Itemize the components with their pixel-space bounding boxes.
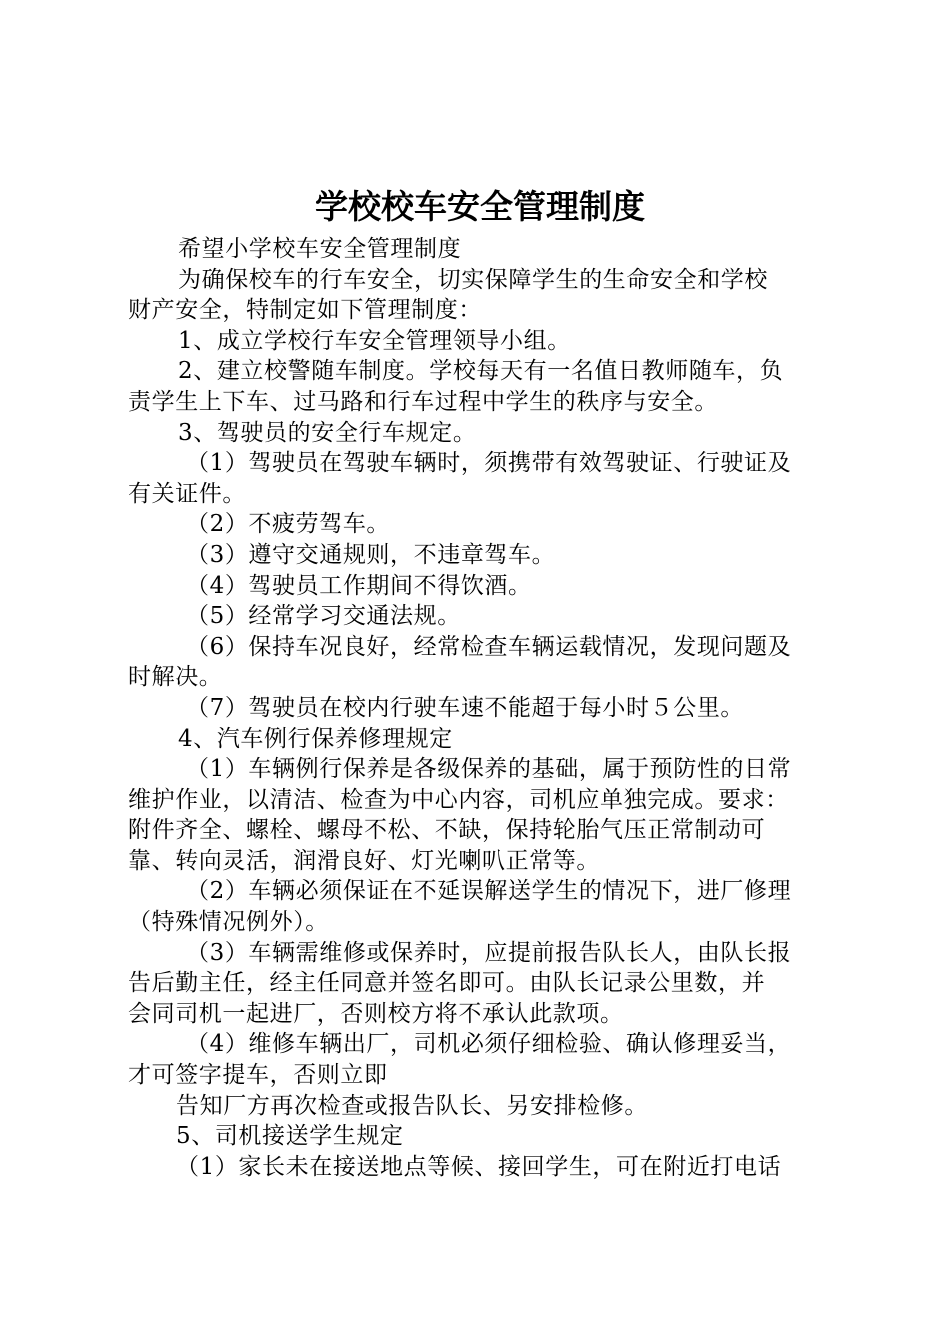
paragraph-line: 1、成立学校行车安全管理领导小组。 — [178, 327, 571, 354]
paragraph-line: （2）车辆必须保证在不延误解送学生的情况下，进厂修理 — [186, 878, 792, 905]
paragraph-line: 告知厂方再次检查或报告队长、另安排检修。 — [176, 1092, 648, 1119]
paragraph-line: （1）车辆例行保养是各级保养的基础，属于预防性的日常 — [186, 756, 792, 783]
paragraph-line: （5）经常学习交通法规。 — [186, 603, 461, 630]
paragraph-line: （4）维修车辆出厂，司机必须仔细检验、确认修理妥当， — [186, 1031, 792, 1058]
paragraph-line: 才可签字提车，否则立即 — [128, 1062, 388, 1089]
paragraph-line: 靠、转向灵活，润滑良好、灯光喇叭正常等。 — [128, 847, 600, 874]
paragraph-line: （特殊情况例外）。 — [128, 909, 329, 936]
paragraph-line: 2、建立校警随车制度。学校每天有一名值日教师随车，负 — [178, 358, 784, 385]
paragraph-line: 为确保校车的行车安全，切实保障学生的生命安全和学校 — [178, 266, 768, 293]
paragraph-line: （6）保持车况良好，经常检查车辆运载情况，发现问题及 — [186, 633, 792, 660]
paragraph-line: （7）驾驶员在校内行驶车速不能超于每小时５公里。 — [186, 694, 745, 721]
paragraph-line: （4）驾驶员工作期间不得饮酒。 — [186, 572, 532, 599]
paragraph-line: （1）家长未在接送地点等候、接回学生，可在附近打电话 — [176, 1153, 782, 1180]
paragraph-line: （1）驾驶员在驾驶车辆时，须携带有效驾驶证、行驶证及 — [186, 450, 792, 477]
paragraph-line: 时解决。 — [128, 664, 223, 691]
paragraph-line: 会同司机一起进厂，否则校方将不承认此款项。 — [128, 1000, 624, 1027]
paragraph-line: 有关证件。 — [128, 480, 246, 507]
paragraph-line: （3）遵守交通规则，不违章驾车。 — [186, 541, 556, 568]
paragraph-line: （3）车辆需维修或保养时，应提前报告队长人，由队长报 — [186, 939, 792, 966]
paragraph-line: 3、驾驶员的安全行车规定。 — [178, 419, 477, 446]
paragraph-line: 4、汽车例行保养修理规定 — [178, 725, 453, 752]
paragraph-line: 责学生上下车、过马路和行车过程中学生的秩序与安全。 — [128, 388, 718, 415]
paragraph-line: 告后勤主任，经主任同意并签名即可。由队长记录公里数，并 — [128, 970, 766, 997]
document-title: 学校校车安全管理制度 — [315, 187, 645, 226]
paragraph-line: 财产安全，特制定如下管理制度： — [128, 297, 482, 324]
document-body — [128, 234, 848, 1182]
paragraph-line: 维护作业，以清洁、检查为中心内容，司机应单独完成。要求： — [128, 786, 789, 813]
paragraph-line: （2）不疲劳驾车。 — [186, 511, 391, 538]
subtitle-line: 希望小学校车安全管理制度 — [178, 236, 462, 262]
paragraph-line: 附件齐全、螺栓、螺母不松、不缺，保持轮胎气压正常制动可 — [128, 817, 766, 844]
paragraph-line: 5、司机接送学生规定 — [176, 1123, 404, 1150]
